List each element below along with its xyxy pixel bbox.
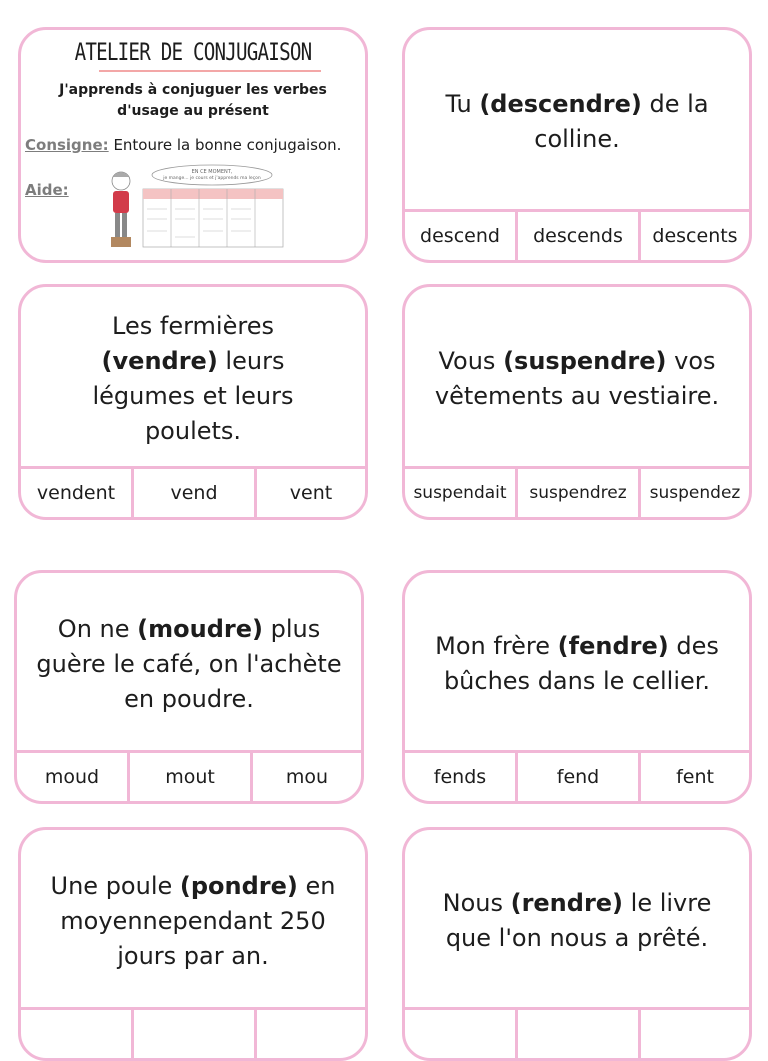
answer-choice[interactable]: suspendez — [649, 483, 741, 503]
answer-choice[interactable]: suspendait — [405, 469, 518, 517]
answer-choices — [21, 466, 365, 517]
answer-choice[interactable] — [134, 1010, 257, 1058]
answer-choice[interactable] — [405, 1010, 518, 1058]
answer-choice[interactable]: vent — [289, 482, 333, 504]
answer-choice[interactable] — [21, 1010, 134, 1058]
exercise-card-4 — [14, 570, 364, 804]
answer-choices — [21, 1007, 365, 1058]
answer-choices — [405, 1007, 749, 1058]
exercise-sentence: Tu (descendre) de la colline. — [445, 90, 709, 153]
answer-choice[interactable]: vend — [134, 469, 257, 517]
answer-choice[interactable]: suspendrez — [518, 469, 641, 517]
exercise-card-2 — [18, 284, 368, 520]
answer-choice[interactable] — [518, 1010, 641, 1058]
answer-choice[interactable]: descents — [652, 225, 738, 247]
answer-choice[interactable]: descends — [518, 212, 641, 260]
answer-choices — [405, 466, 749, 517]
answer-choice[interactable]: vendent — [21, 469, 134, 517]
consigne-text: Entoure la bonne conjugaison. — [113, 136, 342, 154]
consigne-line — [25, 136, 341, 154]
answer-choice[interactable]: fends — [405, 753, 518, 801]
exercise-sentence: Vous (suspendre) vos vêtements au vestiaire. — [434, 347, 720, 410]
exercise-card-7 — [402, 827, 752, 1061]
exercise-card-3 — [402, 284, 752, 520]
svg-text:EN CE MOMENT,: EN CE MOMENT, — [191, 169, 233, 175]
exercise-sentence: Les fermières (vendre) leurs légumes et leurs poulets. — [92, 312, 294, 445]
answer-choices — [405, 750, 749, 801]
worksheet-subtitle: J'apprends à conjuguer les verbes d'usage au présent — [59, 82, 327, 119]
exercise-card-1 — [402, 27, 752, 263]
answer-choice[interactable]: descend — [405, 212, 518, 260]
info-card — [18, 27, 368, 263]
worksheet-title: ATELIER DE CONJUGAISON — [74, 38, 312, 66]
verb-infinitive: (fendre) — [557, 632, 669, 660]
exercise-sentence: Une poule (pondre) en moyennependant 250 jours par an. — [50, 871, 336, 970]
exercise-sentence: On ne (moudre) plus guère le café, on l'achète en poudre. — [36, 614, 342, 713]
verb-infinitive: (moudre) — [137, 614, 263, 643]
answer-choice[interactable]: mout — [130, 753, 253, 801]
answer-choices — [17, 750, 361, 801]
exercise-card-5 — [402, 570, 752, 804]
answer-choice[interactable] — [257, 1010, 365, 1058]
verb-infinitive: (rendre) — [510, 889, 624, 917]
verb-infinitive: (vendre) — [101, 347, 218, 375]
aide-label: Aide: — [25, 181, 69, 199]
answer-choice[interactable]: fend — [518, 753, 641, 801]
answer-choice[interactable] — [641, 1010, 749, 1058]
exercise-card-6 — [18, 827, 368, 1061]
verb-infinitive: (suspendre) — [503, 347, 667, 375]
answer-choice[interactable]: mou — [285, 766, 329, 788]
exercise-sentence: Nous (rendre) le livre que l'on nous a prêté. — [442, 889, 712, 952]
svg-text:je mange... je cours et j'appr: je mange... je cours et j'apprends ma leçon — [163, 176, 261, 181]
title-underline — [99, 70, 321, 72]
exercise-sentence: Mon frère (fendre) des bûches dans le cellier. — [435, 632, 719, 695]
answer-choices — [405, 209, 749, 260]
verb-infinitive: (pondre) — [179, 871, 298, 900]
verb-infinitive: (descendre) — [479, 90, 642, 118]
consigne-label: Consigne: — [25, 136, 109, 154]
conjugation-chart-illustration — [107, 163, 285, 253]
answer-choice[interactable]: moud — [17, 753, 130, 801]
answer-choice[interactable]: fent — [676, 766, 714, 788]
